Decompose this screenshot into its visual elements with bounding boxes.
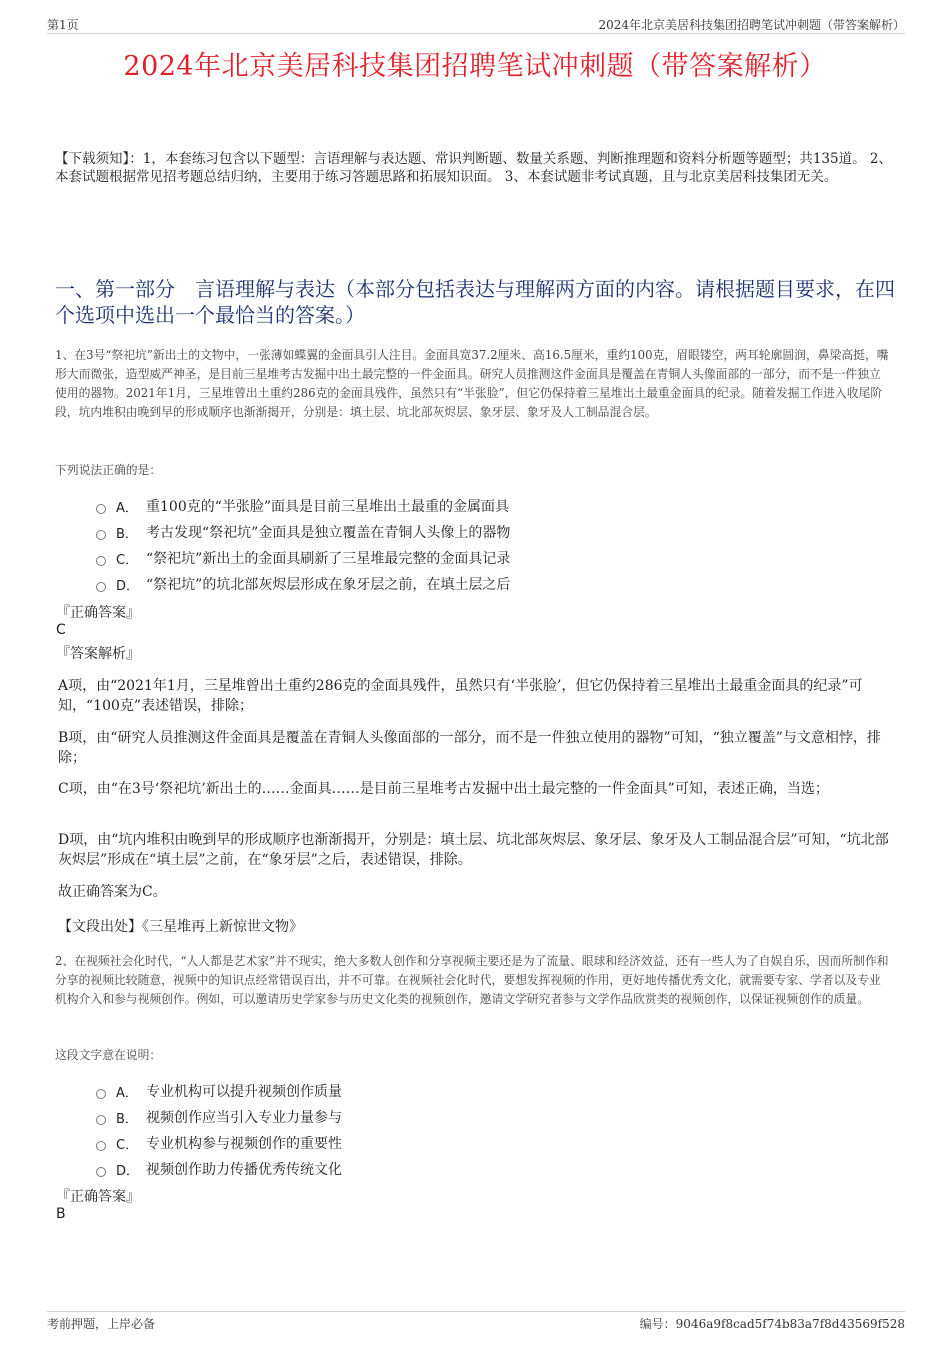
option-b[interactable] (96, 519, 796, 545)
radio-icon[interactable] (96, 504, 106, 514)
download-notice: 【下载须知】：1，本套练习包含以下题型：言语理解与表达题、常识判断题、数量关系题、判断推理题和资料分析题等题型；共135道。 2、本套试题根据常见招考题总结归纳，主要用于练习答题思路和拓展知识面。 3、本套试题非考试真题，且与北京美居科技集团无关。 (55, 151, 892, 185)
option-c[interactable] (96, 1130, 796, 1156)
option-letter: B． (116, 1111, 138, 1127)
question-1-options (96, 493, 796, 597)
option-text: “祭祀坑”新出土的金面具刷新了三星堆最完整的金面具记录 (146, 551, 511, 567)
correct-answer-label: 『正确答案』 (56, 1189, 140, 1205)
question-2-text: 2、在视频社会化时代，“人人都是艺术家”并不现实，绝大多数人创作和分享视频主要还是为了流量、眼球和经济效益，还有一些人为了自娱自乐，因而所制作和分享的视频比较随意，视频中的知识点经常错误百出，并不可靠。在视频社会化时代，要想发挥视频的作用，更好地传播优秀文化，就需要专家、学者以及专业机构介入和参与视频创作。例如，可以邀请历史学家参与历史文化类的视频创作，邀请文学研究者参与文学作品欣赏类的视频创作，以保证视频创作的质量。 (55, 954, 889, 1006)
option-text: 视频创作应当引入专业力量参与 (146, 1110, 342, 1126)
option-text: 视频创作助力传播优秀传统文化 (146, 1162, 342, 1178)
analysis-a: A项，由“2021年1月，三星堆曾出土重约286克的金面具残件，虽然只有‘半张脸’，但它仍保持着三星堆出土最重金面具的纪录”可知，“100克”表述错误，排除； (58, 678, 863, 714)
option-a[interactable] (96, 1078, 796, 1104)
option-letter: D． (116, 578, 140, 594)
footer-slogan: 考前押题，上岸必备 (47, 1317, 156, 1331)
option-text: “祭祀坑”的坑北部灰烬层形成在象牙层之前，在填土层之后 (146, 577, 511, 593)
correct-answer: C (56, 622, 66, 638)
question-2-options (96, 1078, 796, 1182)
radio-icon[interactable] (96, 556, 106, 566)
page-number: 第1页 (47, 18, 79, 32)
document-title: 2024年北京美居科技集团招聘笔试冲刺题（带答案解析） (123, 51, 827, 82)
option-a[interactable] (96, 493, 796, 519)
option-text: 考古发现“祭祀坑”金面具是独立覆盖在青铜人头像上的器物 (146, 525, 511, 541)
analysis-conclusion: 故正确答案为C。 (58, 884, 167, 900)
question-1-text: 1、在3号“祭祀坑”新出土的文物中，一张薄如蝶翼的金面具引人注目。金面具宽37.2厘米、高16.5厘米，重约100克，眉眼镂空，两耳轮廓圆润，鼻梁高挺，嘴形大而微张，造型威严神圣，是目前三星堆考古发掘中出土最完整的一件金面具。研究人员推测这件金面具是覆盖在青铜人头像面部的一部分，而不是一件独立使用的器物。2021年1月，三星堆曾出土重约286克的金面具残件，虽然只有“半张脸”，但它仍保持着三星堆出土最重金面具的纪录。随着发掘工作进入收尾阶段，坑内堆积由晚到早的形成顺序也渐渐揭开，分别是：填土层、坑北部灰烬层、象牙层、象牙及人工制品混合层。 (55, 348, 889, 419)
radio-icon[interactable] (96, 1089, 106, 1099)
radio-icon[interactable] (96, 1141, 106, 1151)
radio-icon[interactable] (96, 530, 106, 540)
analysis-label: 『答案解析』 (56, 646, 140, 662)
option-text: 专业机构参与视频创作的重要性 (146, 1136, 342, 1152)
question-1-prompt: 下列说法正确的是： (55, 463, 162, 477)
analysis-d: D项，由“坑内堆积由晚到早的形成顺序也渐渐揭开，分别是：填土层、坑北部灰烬层、象牙层、象牙及人工制品混合层”可知，“坑北部灰烬层”形成在“填土层”之前，在“象牙层”之后，表述错误，排除。 (58, 832, 889, 868)
analysis-c: C项，由“在3号‘祭祀坑’新出土的……金面具……是目前三星堆考古发掘中出土最完整的一件金面具”可知，表述正确，当选； (58, 781, 829, 797)
analysis-b: B项，由“研究人员推测这件金面具是覆盖在青铜人头像面部的一部分，而不是一件独立使用的器物”可知，“独立覆盖”与文意相悖，排除； (58, 730, 881, 766)
option-b[interactable] (96, 1104, 796, 1130)
option-text: 重100克的“半张脸”面具是目前三星堆出土最重的金属面具 (146, 499, 510, 515)
option-letter: A． (116, 500, 138, 516)
header-doc-title: 2024年北京美居科技集团招聘笔试冲刺题（带答案解析） (598, 18, 905, 32)
radio-icon[interactable] (96, 582, 106, 592)
correct-answer: B (56, 1206, 66, 1222)
option-c[interactable] (96, 545, 796, 571)
option-letter: D． (116, 1163, 140, 1179)
document-code: 编号：9046a9f8cad5f74b83a7f8d43569f528 (639, 1317, 905, 1331)
section-title: 一、第一部分 言语理解与表达（本部分包括表达与理解两方面的内容。请根据题目要求，在四个选项中选出一个最恰当的答案。） (55, 277, 895, 327)
passage-source: 【文段出处】《三星堆再上新惊世文物》 (58, 919, 303, 935)
option-letter: A． (116, 1085, 138, 1101)
option-d[interactable] (96, 1156, 796, 1182)
option-letter: C． (116, 1137, 139, 1153)
page-header (47, 14, 905, 34)
option-letter: B． (116, 526, 138, 542)
radio-icon[interactable] (96, 1167, 106, 1177)
option-letter: C． (116, 552, 139, 568)
page-footer (47, 1311, 905, 1332)
question-2-prompt: 这段文字意在说明： (55, 1048, 162, 1062)
option-text: 专业机构可以提升视频创作质量 (146, 1084, 342, 1100)
option-d[interactable] (96, 571, 796, 597)
correct-answer-label: 『正确答案』 (56, 605, 140, 621)
radio-icon[interactable] (96, 1115, 106, 1125)
